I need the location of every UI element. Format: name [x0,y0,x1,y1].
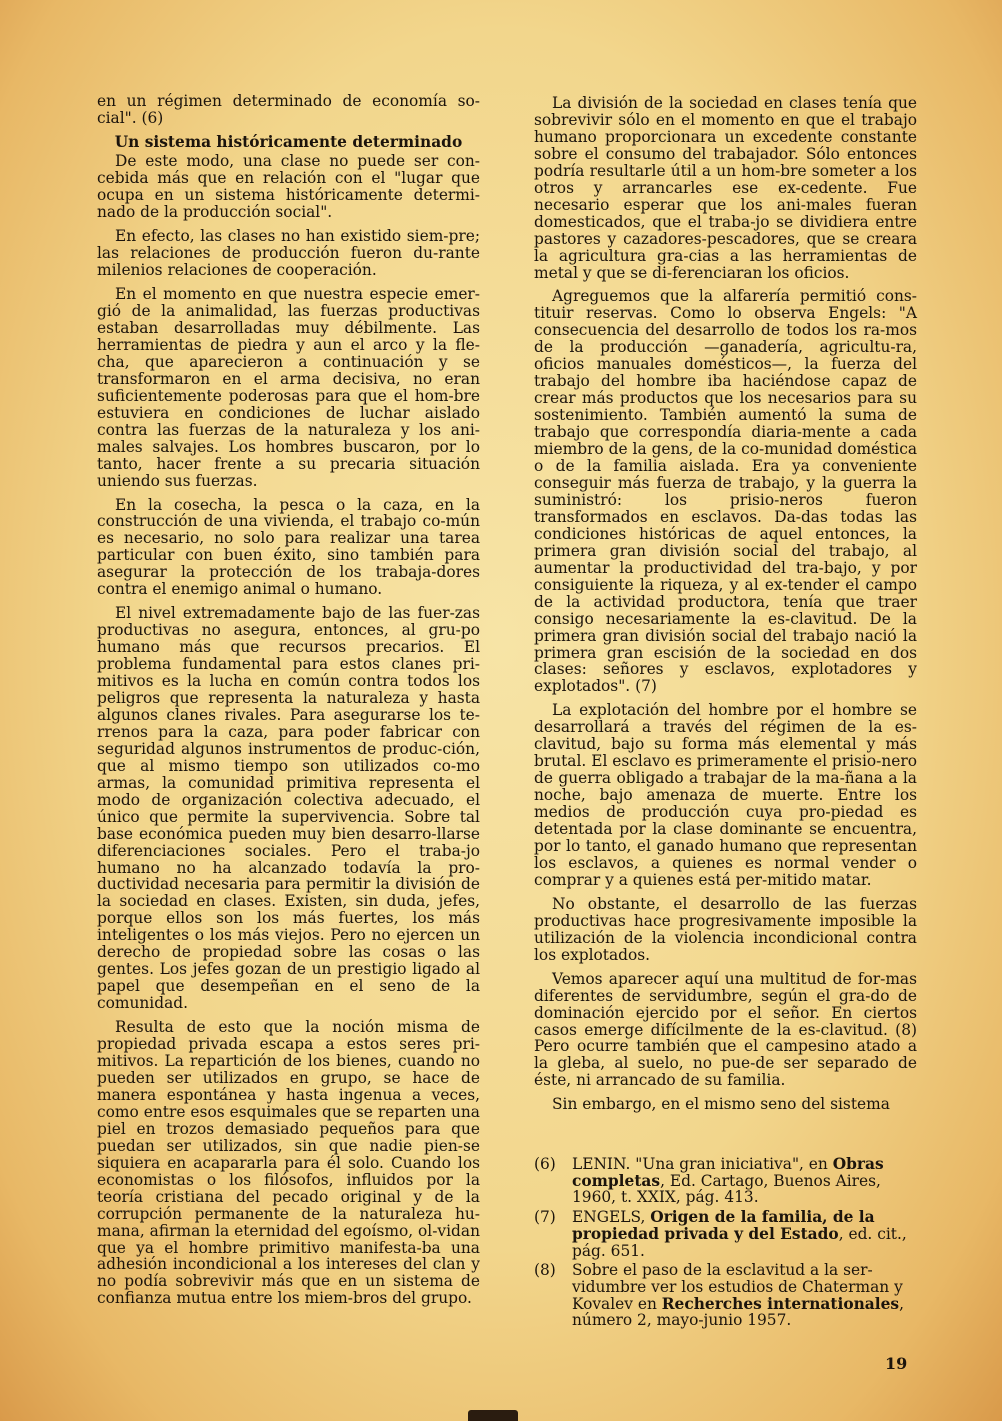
paragraph: En efecto, las clases no han existido siem-pre; las relaciones de producción fueron du-rante milenios relaciones de cooperación. [97,227,480,280]
footnote-text: , número 2, mayo-junio 1957. [572,1294,904,1330]
paragraph: Agreguemos que la alfarería permitió cons-tituir reservas. Como lo observa Engels: "A consecuencia del desarrollo de todos los ra-mos de la producción —ganadería, agricultu-ra, oficios manuales domésticos—, la fuerza del trabajo del hombre iba haciéndose capaz de crear más productos que los necesarios para su sostenimiento. También aumentó la suma de trabajo que correspondía diaria-mente a cada miembro de la gens, de la co-munidad doméstica o de la familia aislada. Era ya conveniente conseguir más fuerza de trabajo, y la guerra la suministró: los prisio-neros fueron transformados en esclavos. Da-das todas las condiciones históricas de aquel entonces, la primera gran división social del trabajo, al aumentar la productividad del tra-bajo, y por consiguiente la riqueza, y al ex-tender el campo de la actividad productora, tenía que traer consigo necesariamente la es-clavitud. De la primera gran división social del trabajo nació la primera gran escisión de la sociedad en dos clases: señores y esclavos, explotadores y explotados". (7) [534,287,917,696]
section-heading: Un sistema históricamente determinado [114,132,463,151]
footnote-text: , ed. cit., pág. 651. [572,1224,907,1260]
paragraph: La división de la sociedad en clases tenía que sobrevivir sólo en el momento en que el trabajo humano proporcionara un excedente constante sobre el consumo del trabajador. Sólo entonces podría resultarle útil a un hom-bre someter a los otros y arrancarles ese ex-cedente. Fue necesario esperar que los ani-males fueran domesticados, que el traba-jo se dividiera entre pastores y cazadores-pescadores, que se creara la agricultura gra-cias a las herramientas de metal y que se di-ferenciaran los oficios. [534,94,917,282]
footnote-number: (8) [534,1261,556,1280]
footnote-text: , Ed. Cartago, Buenos Aires, 1960, t. XXIX, pág. 413. [572,1171,881,1207]
footnote-title: Origen de la familia, de la propiedad privada y del Estado [572,1208,875,1243]
footnote-text: LENIN. "Una gran iniciativa", en [572,1155,833,1173]
paragraph: De este modo, una clase no puede ser con-cebida más que en relación con el "lugar que ocupa en un sistema históricamente determi-nado de la producción social". [97,152,480,222]
footnote [534,1262,914,1329]
left-column [97,93,480,1314]
footnote-text: ENGELS, [572,1208,651,1227]
footnote [534,1156,914,1206]
paragraph: En el momento en que nuestra especie emer-gió de la animalidad, las fuerzas productivas estaban desarrolladas muy débilmente. Las herramientas de piedra y aun el arco y la fle-cha, que aparecieron a continuación y se transformaron en el arma decisiva, no eran suficientemente poderosas para que el hom-bre estuviera en condiciones de luchar aislado contra las fuerzas de la naturaleza y los ani-males salvajes. Los hombres buscaron, por lo tanto, hacer frente a su precaria situación uniendo sus fuerzas. [97,285,480,490]
paragraph: Resulta de esto que la noción misma de propiedad privada escapa a estos seres pri-mitivos. La repartición de los bienes, cuando no pueden ser utilizados en grupo, se hace de manera espontánea y hasta ingenua a veces, como entre esos esquimales que se reparten una piel en trozos demasiado pequeños para que puedan ser utilizados, sin que nadie pien-se siquiera en acapararla para él solo. Cuando los economistas o los filósofos, influidos por la teoría cristiana del pecado original y de la corrupción permanente de la naturaleza hu-mana, afirman la eternidad del egoísmo, ol-vidan que ya el hombre primitivo manifesta-ba una adhesión incondicional a los intereses del clan y no podía sobrevivir más que en un sistema de confianza mutua entre los miem-bros del grupo. [97,1018,480,1308]
paragraph: en un régimen determinado de economía so-cial". (6) [97,92,480,127]
binding-mark [468,1410,518,1421]
footnote-number: (7) [534,1208,556,1227]
footnotes [534,1156,914,1332]
paragraph: Sin embargo, en el mismo seno del sistema [552,1095,890,1114]
paragraph: Vemos aparecer aquí una multitud de for-mas diferentes de servidumbre, según el gra-do de dominación ejercido por el señor. En ciertos casos emerge difícilmente de la es-clavitud. (8) Pero ocurre también que el campesino atado a la gleba, al suelo, no pue-de ser separado de éste, ni arrancado de su familia. [534,969,917,1090]
paragraph: La explotación del hombre por el hombre se desarrollará a través del régimen de la es-clavitud, bajo su forma más elemental y más brutal. El esclavo es primeramente el prisio-nero de guerra obligado a trabajar de la ma-ñana a la noche, bajo amenaza de muerte. Entre los medios de producción cuya pro-piedad es detentada por la clase dominante se encuentra, por lo tanto, el ganado humano que representan los esclavos, a quienes es normal vender o comprar y a quienes está per-mitido matar. [534,701,917,889]
footnote-title: Obras completas [572,1155,884,1190]
paragraph: No obstante, el desarrollo de las fuerzas productivas hace progresivamente imposible la utilización de la violencia incondicional contra los explotados. [534,894,917,964]
right-column [534,95,917,1120]
paragraph: El nivel extremadamente bajo de las fuer-zas productivas no asegura, entonces, al gru-po humano más que recursos precarios. El problema fundamental para estos clanes pri-mitivos es la lucha en común contra todos los peligros que representa la naturaleza y hasta algunos clanes rivales. Para asegurarse los te-rrenos para la caza, para poder fabricar con seguridad algunos instrumentos de produc-ción, que al mismo tiempo son utilizados co-mo armas, la comunidad primitiva representa el modo de organización colectiva adecuado, el único que permite la supervivencia. Sobre tal base económica pueden muy bien desarro-llarse diferenciaciones sociales. Pero el traba-jo humano no ha alcanzado todavía la pro-ductividad necesaria para permitir la división de la sociedad en clases. Existen, sin duda, jefes, porque ellos son los más fuertes, los más inteligentes o los más viejos. Pero no ejercen un derecho de propiedad sobre las cosas o las gentes. Los jefes gozan de un prestigio ligado al papel que desempeñan en el seno de la comunidad. [97,604,480,1013]
footnote-text: Sobre el paso de la esclavitud a la ser-vidumbre ver los estudios de Chaterman y Kovalev en [572,1261,903,1313]
footnote-number: (6) [534,1155,556,1173]
footnote-title: Recherches internationales [661,1294,900,1313]
page-number: 19 [885,1354,908,1373]
footnote [534,1209,914,1259]
paragraph: En la cosecha, la pesca o la caza, en la construcción de una vivienda, el trabajo co-mún es necesario, no solo para realizar una tarea particular con buen éxito, sino también para asegurar la protección de los trabaja-dores contra el enemigo animal o humano. [97,495,480,599]
